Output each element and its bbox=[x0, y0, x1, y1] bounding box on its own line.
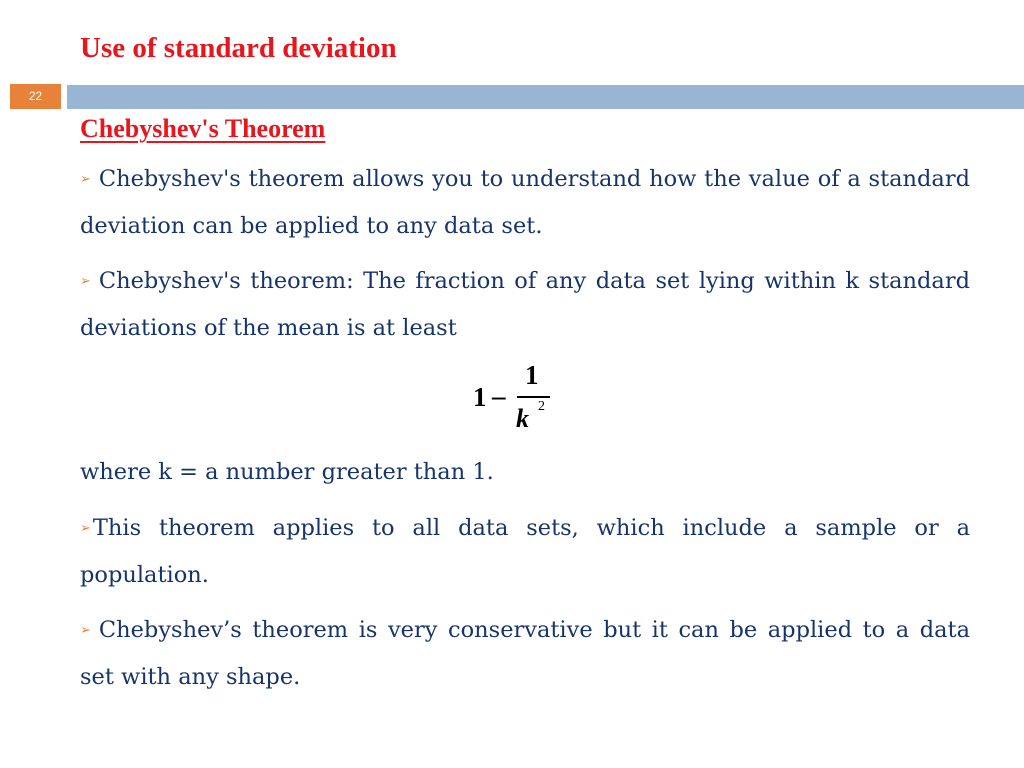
section-heading: Chebyshev's Theorem bbox=[80, 114, 326, 143]
formula-denominator: k bbox=[516, 404, 529, 433]
fraction-bar bbox=[517, 396, 550, 398]
header-bar bbox=[67, 85, 1024, 109]
arrowhead-bullet-icon: ➢ bbox=[80, 623, 91, 638]
definition-paragraph bbox=[80, 449, 970, 495]
bullet-paragraph-4 bbox=[80, 607, 970, 700]
definition-text: where k = a number greater than 1. bbox=[80, 459, 494, 485]
bullet-text-3: This theorem applies to all data sets, which include a sample or a population. bbox=[80, 515, 970, 588]
arrowhead-bullet-icon: ➢ bbox=[80, 274, 91, 289]
formula-exponent: 2 bbox=[538, 399, 545, 414]
arrowhead-bullet-icon: ➢ bbox=[80, 521, 91, 536]
bullet-paragraph-2 bbox=[80, 258, 970, 351]
bullet-text-2: Chebyshev's theorem: The fraction of any data set lying within k standard deviations of the mean is at least bbox=[80, 268, 970, 341]
bullet-paragraph-3 bbox=[80, 505, 970, 598]
formula-minus: – bbox=[492, 381, 506, 411]
arrowhead-bullet-icon: ➢ bbox=[80, 172, 91, 187]
slide-title: Use of standard deviation bbox=[80, 32, 397, 64]
bullet-text-4: Chebyshev’s theorem is very conservative but it can be applied to a data set with any shape. bbox=[80, 617, 970, 690]
bullet-paragraph-1 bbox=[80, 156, 970, 249]
formula-numerator: 1 bbox=[525, 360, 539, 390]
chebyshev-formula bbox=[470, 358, 560, 438]
bullet-text-1: Chebyshev's theorem allows you to understand how the value of a standard deviation can be applied to any data set. bbox=[80, 166, 970, 239]
formula-one: 1 bbox=[473, 382, 487, 412]
slide-number-badge: 22 bbox=[10, 84, 61, 109]
